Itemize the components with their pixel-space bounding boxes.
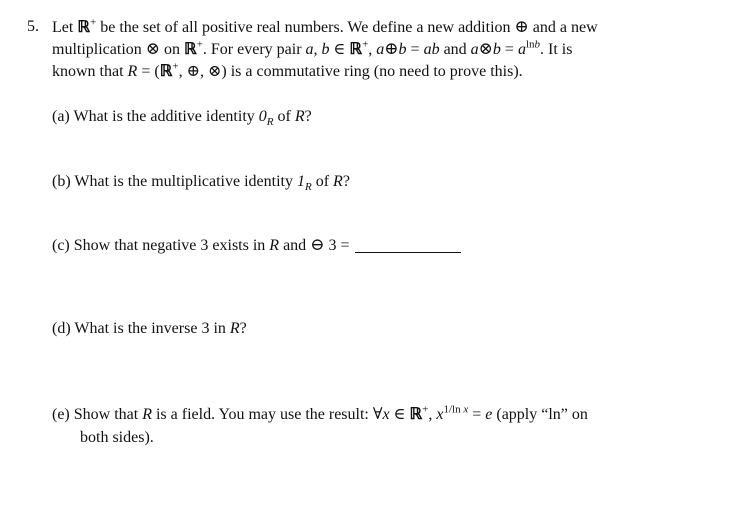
part-e-line-2: both sides). [80,429,154,446]
part-b: (b) What is the multiplicative identity $1_R$ of R? [52,173,350,194]
part-a: (a) What is the additive identity $0_R$ of R? [52,108,312,129]
answer-blank[interactable] [355,238,461,253]
problem-statement-line-1: Let ℝ+ be the set of all positive real numbers. We define a new addition ⊕ and a new [52,16,598,36]
part-d: (d) What is the inverse 3 in R? [52,320,247,337]
problem-statement-line-3: known that R = (ℝ+, ⊕, ⊗) is a commutative ring (no need to prove this). [52,60,523,80]
part-c: (c) Show that negative 3 exists in R and ⊖ 3 = [52,235,461,256]
part-e-line-1: (e) Show that R is a field. You may use the result: ∀x ∈ ℝ+, $x^{1/ln x} = e$ (apply “ln” on [52,403,588,423]
problem-statement-line-2: multiplication ⊗ on ℝ+. For every pair a, b ∈ ℝ+, a⊕b = ab and a⊗b = $a^{lnb}$. It is [52,38,573,58]
problem-number: 5. [27,18,39,35]
